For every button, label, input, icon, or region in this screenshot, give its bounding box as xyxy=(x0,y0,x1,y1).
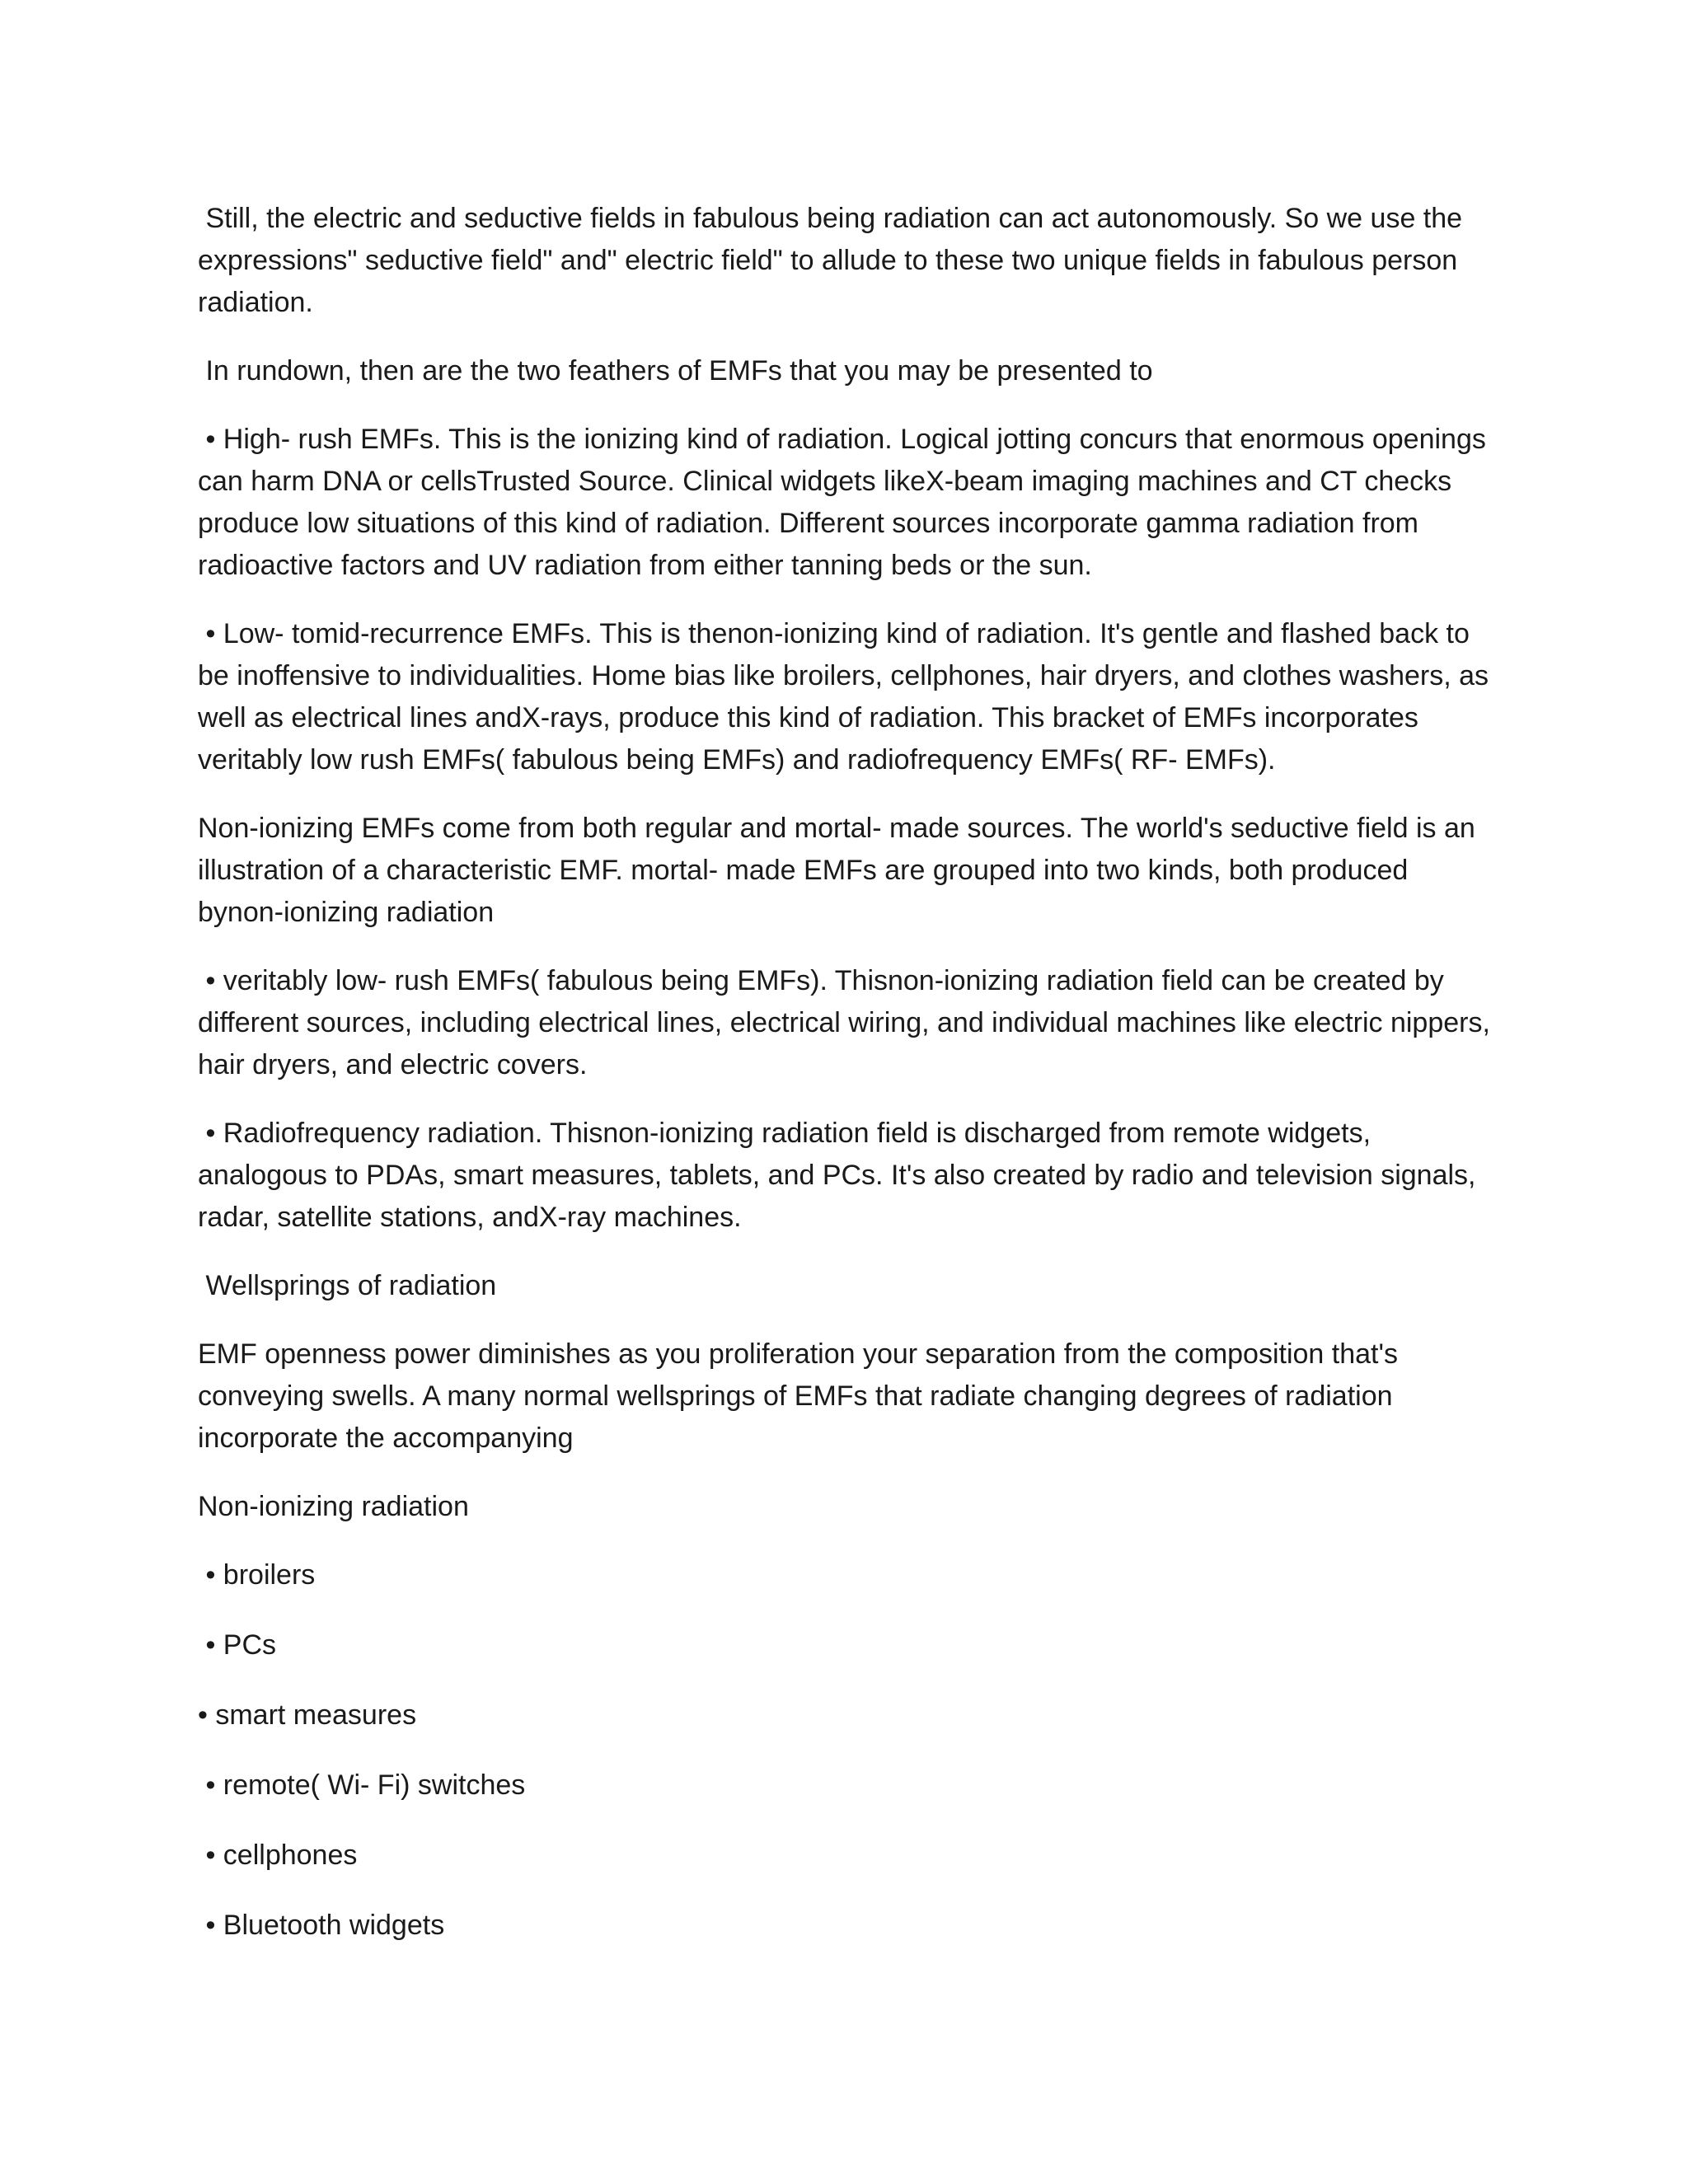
paragraph-fields-intro: Still, the electric and seductive fields in fabulous being radiation can act autonomously. So we use the expressions" seductive field" and" electric field" to allude to these two unique fields in fabulous person radiation. xyxy=(198,203,1470,318)
paragraph-veritably-low-rush: • veritably low- rush EMFs( fabulous being EMFs). Thisnon-ionizing radiation field can be created by different sources, including electrical lines, electrical wiring, and individual machines like electric nippers, hair dryers, and electric covers. xyxy=(198,965,1498,1080)
list-item: • PCs xyxy=(198,1629,277,1661)
list-item: • remote( Wi- Fi) switches xyxy=(198,1769,526,1801)
list-item: • cellphones xyxy=(198,1840,358,1871)
paragraph-wellsprings-heading: Wellsprings of radiation xyxy=(198,1270,497,1301)
list-item: • Bluetooth widgets xyxy=(198,1910,445,1941)
paragraph-rundown: In rundown, then are the two feathers of EMFs that you may be presented to xyxy=(198,355,1153,387)
list-item: • smart measures xyxy=(198,1699,417,1731)
paragraph-emf-openness: EMF openness power diminishes as you proliferation your separation from the composition that's conveying swells. A many normal wellsprings of EMFs that radiate changing degrees of radiation incorporate the accompanying xyxy=(198,1338,1406,1454)
paragraph-high-rush-emfs: • High- rush EMFs. This is the ionizing kind of radiation. Logical jotting concurs that enormous openings can harm DNA or cellsTrusted Source. Clinical widgets likeX-beam imaging machines and CT checks produce low situations of this kind of radiation. Different sources incorporate gamma radiation from radioactive factors and UV radiation from either tanning beds or the sun. xyxy=(198,424,1494,581)
list-item: • broilers xyxy=(198,1559,316,1591)
document-page xyxy=(198,198,1500,1975)
paragraph-non-ionizing-sources: Non-ionizing EMFs come from both regular and mortal- made sources. The world's seductive field is an illustration of a characteristic EMF. mortal- made EMFs are grouped into two kinds, both produced bynon-ionizing radiation xyxy=(198,813,1484,928)
paragraph-low-recurrence-emfs: • Low- tomid-recurrence EMFs. This is thenon-ionizing kind of radiation. It's gentle and flashed back to be inoffensive to individualities. Home bias like broilers, cellphones, hair dryers, and clothes washers, as well as electrical lines andX-rays, produce this kind of radiation. This bracket of EMFs incorporates veritably low rush EMFs( fabulous being EMFs) and radiofrequency EMFs( RF- EMFs). xyxy=(198,618,1497,776)
paragraph-radiofrequency: • Radiofrequency radiation. Thisnon-ionizing radiation field is discharged from remote widgets, analogous to PDAs, smart measures, tablets, and PCs. It's also created by radio and television signals, radar, satellite stations, andX-ray machines. xyxy=(198,1118,1484,1233)
paragraph-non-ionizing-heading: Non-ionizing radiation xyxy=(198,1491,469,1522)
